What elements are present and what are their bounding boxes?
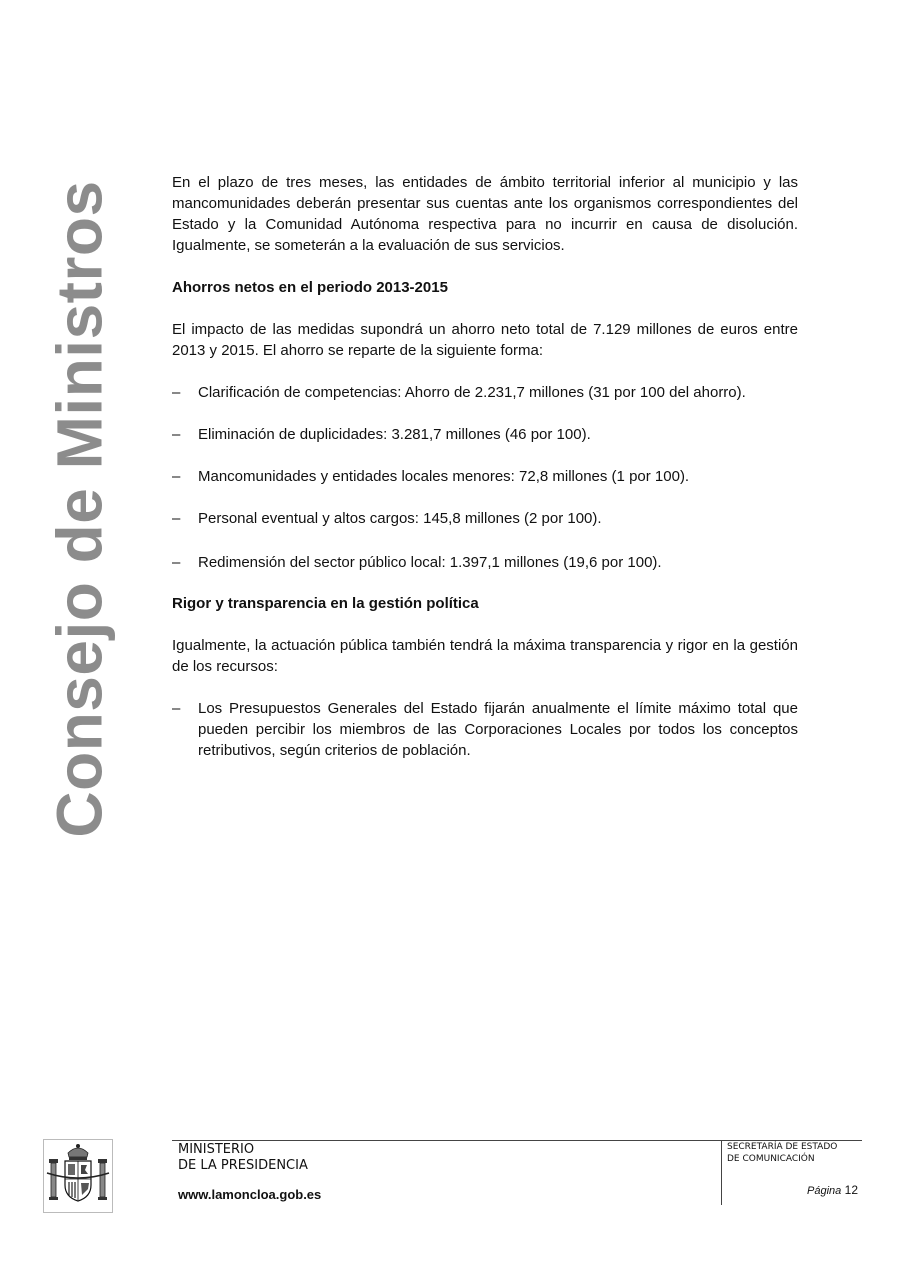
intro-paragraph: En el plazo de tres meses, las entidades de ámbito territorial inferior al municipio y las mancomunidades deberán presentar sus cuentas ante los organismos correspondientes del Estado y la Comunidad Autónoma respectiva para no incurrir en causa de disolución. Igualmente, se someterán a la evaluación de sus servicios. bbox=[172, 174, 798, 254]
section-heading-savings: Ahorros netos en el periodo 2013-2015 bbox=[172, 279, 448, 296]
transparency-paragraph: Igualmente, la actuación pública también tendrá la máxima transparencia y rigor en la gestión de los recursos: bbox=[172, 637, 798, 675]
list-item bbox=[172, 466, 798, 487]
bullet-dash: – bbox=[172, 554, 181, 571]
bullet-dash: – bbox=[172, 384, 181, 401]
bullet-dash: – bbox=[172, 700, 181, 717]
list-item-text: Clarificación de competencias: Ahorro de 2.231,7 millones (31 por 100 del ahorro). bbox=[198, 384, 746, 401]
list-item-text: Mancomunidades y entidades locales menores: 72,8 millones (1 por 100). bbox=[198, 468, 690, 485]
ministry-line-1: MINISTERIO bbox=[178, 1142, 255, 1157]
sidebar-title-text: Consejo de Ministros bbox=[44, 180, 116, 838]
list-item-text: Los Presupuestos Generales del Estado fijarán anualmente el límite máximo total que pueden percibir los miembros de las Corporaciones Locales por todos los conceptos retributivos, según criterios de población. bbox=[198, 700, 798, 759]
secretaria-line-1: SECRETARÍA DE ESTADO bbox=[727, 1142, 838, 1152]
ministry-line-2: DE LA PRESIDENCIA bbox=[178, 1158, 308, 1173]
list-item-text: Personal eventual y altos cargos: 145,8 millones (2 por 100). bbox=[198, 510, 602, 527]
footer-divider bbox=[721, 1140, 722, 1205]
page-number-value: 12 bbox=[844, 1183, 858, 1197]
secretaria-line-2: DE COMUNICACIÓN bbox=[727, 1154, 815, 1164]
bullet-dash: – bbox=[172, 426, 181, 443]
bullet-dash: – bbox=[172, 510, 181, 527]
page-number bbox=[807, 1183, 858, 1197]
list-item-text: Eliminación de duplicidades: 3.281,7 millones (46 por 100). bbox=[198, 426, 591, 443]
bullet-dash: – bbox=[172, 468, 181, 485]
savings-paragraph: El impacto de las medidas supondrá un ahorro neto total de 7.129 millones de euros entre 2013 y 2015. El ahorro se reparte de la siguiente forma: bbox=[172, 321, 798, 359]
document-body bbox=[172, 172, 798, 761]
list-item bbox=[172, 424, 798, 445]
section-heading-transparency: Rigor y transparencia en la gestión política bbox=[172, 595, 479, 612]
coat-of-arms-icon bbox=[43, 1139, 113, 1213]
ministry-name bbox=[178, 1142, 308, 1174]
secretaria-name bbox=[727, 1141, 837, 1165]
list-item bbox=[172, 382, 798, 403]
list-item bbox=[172, 698, 798, 761]
list-item bbox=[172, 552, 798, 573]
sidebar-title bbox=[44, 180, 116, 838]
website-link[interactable]: www.lamoncloa.gob.es bbox=[178, 1187, 322, 1202]
page-label: Página bbox=[807, 1185, 842, 1197]
list-item-text: Redimensión del sector público local: 1.397,1 millones (19,6 por 100). bbox=[198, 554, 662, 571]
list-item bbox=[172, 508, 798, 529]
